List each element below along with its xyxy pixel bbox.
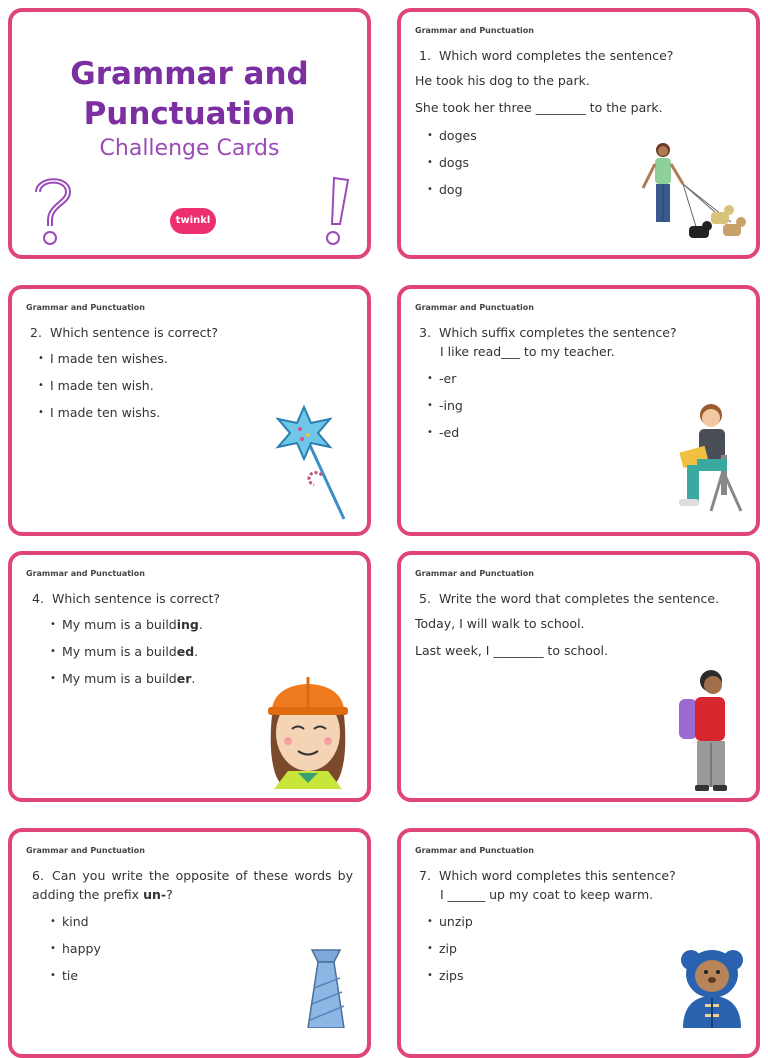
card-header: Grammar and Punctuation: [26, 303, 145, 312]
sentence-line: Today, I will walk to school.: [415, 616, 585, 631]
builder-woman-icon: [258, 665, 358, 789]
option: • dog: [427, 180, 477, 207]
schoolboy-icon: [671, 665, 741, 795]
options-list: [427, 369, 463, 450]
necktie-icon: [304, 948, 348, 1028]
question: 3. Which suffix completes the sentence? I like read___ to my teacher.: [419, 325, 677, 359]
option: • My mum is a building.: [50, 615, 203, 642]
title-heading: Grammar and Punctuation: [70, 56, 309, 132]
option: • kind: [50, 912, 101, 939]
question: 5. Write the word that completes the sentence.: [419, 591, 720, 606]
question: 7. Which word completes this sentence? I ______ up my coat to keep warm.: [419, 868, 676, 902]
sentence-line: She took her three ________ to the park.: [415, 100, 663, 115]
options-list: [38, 349, 168, 430]
twinkl-logo: twinkl: [170, 208, 216, 234]
challenge-card-2: [8, 285, 371, 536]
card-header: Grammar and Punctuation: [415, 303, 534, 312]
card-header: Grammar and Punctuation: [26, 569, 145, 578]
options-list: [427, 912, 473, 993]
question: 4. Which sentence is correct?: [32, 591, 221, 606]
sentence-line: Last week, I ________ to school.: [415, 643, 609, 658]
option: • I made ten wishs.: [38, 403, 168, 430]
question: 2. Which sentence is correct?: [30, 325, 219, 340]
option: • -ed: [427, 423, 463, 450]
option: • happy: [50, 939, 101, 966]
question: 1. Which word completes the sentence?: [419, 48, 674, 63]
card-header: Grammar and Punctuation: [26, 846, 145, 855]
options-list: [427, 126, 477, 207]
option: • doges: [427, 126, 477, 153]
challenge-card-1: [397, 8, 760, 259]
option: • I made ten wishes.: [38, 349, 168, 376]
reading-boy-icon: [667, 399, 747, 523]
options-list: [50, 615, 203, 696]
option: • My mum is a builder.: [50, 669, 203, 696]
option: • unzip: [427, 912, 473, 939]
option: • zip: [427, 939, 473, 966]
option: • tie: [50, 966, 101, 993]
title-card: [8, 8, 371, 259]
magic-wand-icon: [274, 405, 354, 523]
question: 6. Can you write the opposite of these words by adding the prefix un-?: [32, 868, 353, 902]
card-header: Grammar and Punctuation: [415, 26, 534, 35]
card-header: Grammar and Punctuation: [415, 846, 534, 855]
dog-walker-icon: [637, 138, 749, 250]
option: • zips: [427, 966, 473, 993]
challenge-card-3: [397, 285, 760, 536]
options-list: [50, 912, 101, 993]
option: • -er: [427, 369, 463, 396]
option: • My mum is a builded.: [50, 642, 203, 669]
option: • dogs: [427, 153, 477, 180]
challenge-card-5: [397, 551, 760, 802]
sentence-line: He took his dog to the park.: [415, 73, 590, 88]
option: • I made ten wish.: [38, 376, 168, 403]
title-subtitle: Challenge Cards: [99, 136, 280, 161]
exclamation-mark-icon: [318, 174, 354, 250]
challenge-card-4: [8, 551, 371, 802]
card-header: Grammar and Punctuation: [415, 569, 534, 578]
option: • -ing: [427, 396, 463, 423]
question-mark-icon: [26, 170, 78, 246]
teddy-bear-coat-icon: [677, 944, 747, 1028]
